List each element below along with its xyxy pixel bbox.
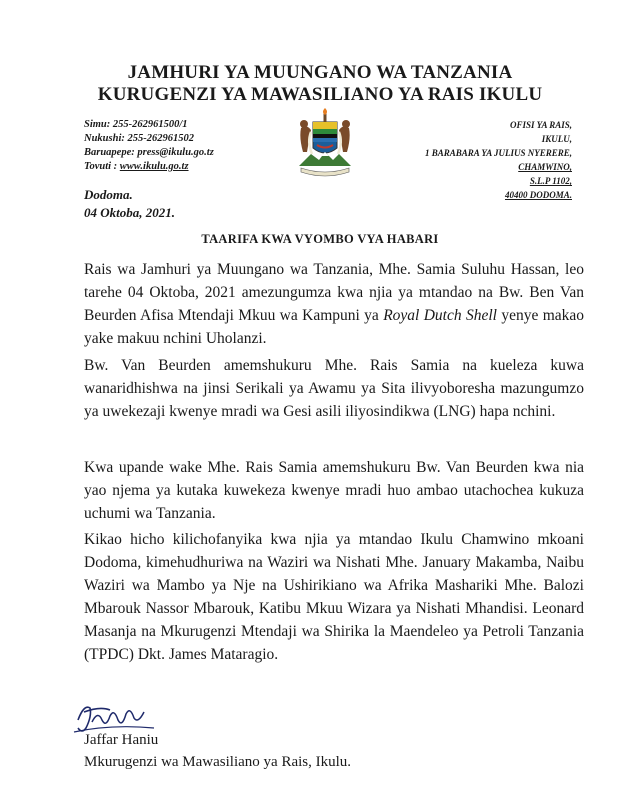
address-line-1: OFISI YA RAIS, [510, 120, 572, 130]
paragraph-4: Kikao hicho kilichofanyika kwa njia ya mtandao Ikulu Chamwino mkoani Dodoma, kimehudhuriwa na Waziri wa Nishati Mhe. January Makamba, Naibu Waziri wa Mambo ya Nje na Ushirikiano wa Afrika Mashariki Mhe. Balozi Mbarouk Nassor Mbarouk, Katibu Mkuu Wizara ya Nishati Mhandisi. Leonard Masanja na Mkurugenzi Mtendaji wa Shirika la Maendeleo ya Petroli Tanzania (TPDC) Dkt. James Mataragio. [84, 531, 584, 663]
paragraph-3: Kwa upande wake Mhe. Rais Samia amemshukuru Bw. Van Beurden kwa nia yao njema ya kutaka kuwekeza kwenye mradi huo ambao utachochea kukuza uchumi wa Tanzania. [84, 459, 584, 522]
paragraph-1-text-b: yenye makao yake makuu nchini Uholanzi. [84, 307, 585, 347]
place: Dodoma. [84, 187, 133, 202]
date: 04 Oktoba, 2021. [84, 205, 175, 220]
signatory-name: Jaffar Haniu [84, 732, 159, 748]
website-line [84, 160, 214, 174]
email-address: Baruapepe: press@ikulu.go.tz [84, 147, 214, 158]
paragraph-2: Bw. Van Beurden amemshukuru Mhe. Rais Samia na kueleza kuwa wanaridhishwa na jinsi Serikali ya Awamu ya Sita ilivyoboresha mazungumzo ya uwekezaji kwenye mradi wa Gesi asili iliyosindikwa (LNG) hapa nchini. [84, 357, 584, 420]
address-line-6: 40400 DODOMA. [504, 190, 572, 200]
header-title-line2: KURUGENZI YA MAWASILIANO YA RAIS IKULU [97, 84, 543, 105]
contact-left-block [84, 118, 214, 174]
address-line-5: S.L.P 1102, [529, 176, 572, 186]
company-name: Royal Dutch Shell [383, 307, 497, 324]
website-label: Tovuti : [84, 161, 120, 172]
contact-right-block [402, 118, 572, 202]
website-link[interactable]: www.ikulu.go.tz [119, 161, 189, 172]
place-date-block [84, 186, 175, 222]
address-line-3: 1 BARABARA YA JULIUS NYERERE, [425, 148, 572, 158]
address-line-2: IKULU, [541, 134, 572, 144]
phone-number: Simu: 255-262961500/1 [84, 119, 188, 130]
paragraph-1 [84, 258, 584, 350]
coat-of-arms-emblem [293, 108, 357, 178]
fax-number: Nukushi: 255-262961502 [84, 133, 194, 144]
paragraph-1-text-a: Rais wa Jamhuri ya Muungano wa Tanzania, Mhe. Samia Suluhu Hassan, leo tarehe 04 Oktoba, 2021 amezungumza kwa njia ya mtandao na Bw. Ben Van Beurden Afisa Mtendaji Mkuu wa Kampuni ya [84, 261, 584, 324]
address-line-4: CHAMWINO, [518, 162, 572, 172]
header-title-line1: JAMHURI YA MUUNGANO WA TANZANIA [127, 62, 513, 83]
signatory-title: Mkurugenzi wa Mawasiliano ya Rais, Ikulu. [84, 754, 352, 770]
subject-heading: TAARIFA KWA VYOMBO VYA HABARI [201, 232, 439, 246]
